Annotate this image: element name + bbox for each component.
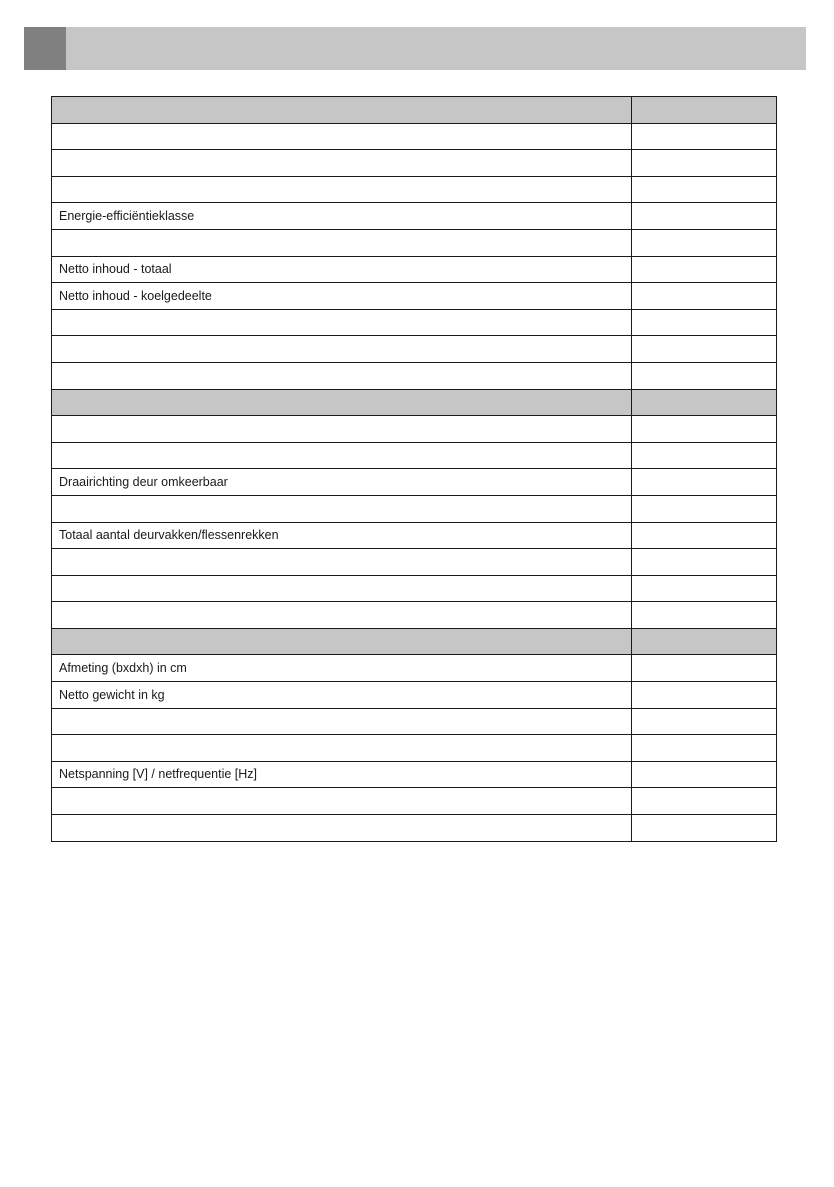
table-row [52,575,777,602]
spec-value [632,575,777,602]
spec-value [632,708,777,735]
spec-value [632,655,777,682]
table-row [52,336,777,363]
section-header-value [632,628,777,655]
spec-value [632,362,777,389]
spec-value [632,815,777,842]
spec-label [52,150,632,177]
spec-label: Energie-efficiëntieklasse [52,203,632,230]
spec-value [632,283,777,310]
spec-label [52,788,632,815]
spec-label: Totaal aantal deurvakken/flessenrekken [52,522,632,549]
section-header-row [52,97,777,124]
spec-value [632,203,777,230]
spec-label: Afmeting (bxdxh) in cm [52,655,632,682]
section-header-label [52,97,632,124]
table-row [52,708,777,735]
spec-label [52,735,632,762]
spec-label [52,815,632,842]
specifications-table-body [52,97,777,842]
spec-value [632,761,777,788]
table-row [52,735,777,762]
spec-value [632,788,777,815]
spec-label [52,495,632,522]
specifications-table [51,96,777,842]
spec-value [632,150,777,177]
table-row [52,761,777,788]
spec-value [632,416,777,443]
spec-label [52,176,632,203]
spec-label: Netto gewicht in kg [52,682,632,709]
table-row [52,309,777,336]
table-row [52,229,777,256]
spec-value [632,229,777,256]
spec-label: Draairichting deur omkeerbaar [52,469,632,496]
table-row [52,655,777,682]
section-header-value [632,97,777,124]
section-header-label [52,628,632,655]
section-header-row [52,389,777,416]
table-row [52,416,777,443]
spec-value [632,176,777,203]
table-row [52,815,777,842]
spec-label: Netto inhoud - totaal [52,256,632,283]
table-row [52,522,777,549]
spec-value [632,602,777,629]
spec-value [632,735,777,762]
spec-value [632,442,777,469]
section-header-label [52,389,632,416]
spec-label [52,416,632,443]
table-row [52,469,777,496]
spec-value [632,682,777,709]
spec-label [52,708,632,735]
table-row [52,495,777,522]
spec-label [52,549,632,576]
table-row [52,442,777,469]
spec-label [52,575,632,602]
page-header-bar [24,27,806,70]
spec-label: Netto inhoud - koelgedeelte [52,283,632,310]
table-row [52,150,777,177]
section-header-row [52,628,777,655]
table-row [52,682,777,709]
spec-value [632,336,777,363]
table-row [52,256,777,283]
spec-label [52,123,632,150]
spec-value [632,123,777,150]
spec-value [632,522,777,549]
section-header-value [632,389,777,416]
table-row [52,283,777,310]
spec-label [52,229,632,256]
spec-value [632,495,777,522]
page-number-tab [24,27,66,70]
spec-label: Netspanning [V] / netfrequentie [Hz] [52,761,632,788]
spec-label [52,309,632,336]
spec-label [52,442,632,469]
spec-value [632,309,777,336]
table-row [52,203,777,230]
spec-label [52,602,632,629]
table-row [52,362,777,389]
table-row [52,788,777,815]
table-row [52,549,777,576]
table-row [52,123,777,150]
spec-label [52,362,632,389]
spec-value [632,256,777,283]
spec-label [52,336,632,363]
spec-value [632,469,777,496]
table-row [52,176,777,203]
table-row [52,602,777,629]
spec-value [632,549,777,576]
